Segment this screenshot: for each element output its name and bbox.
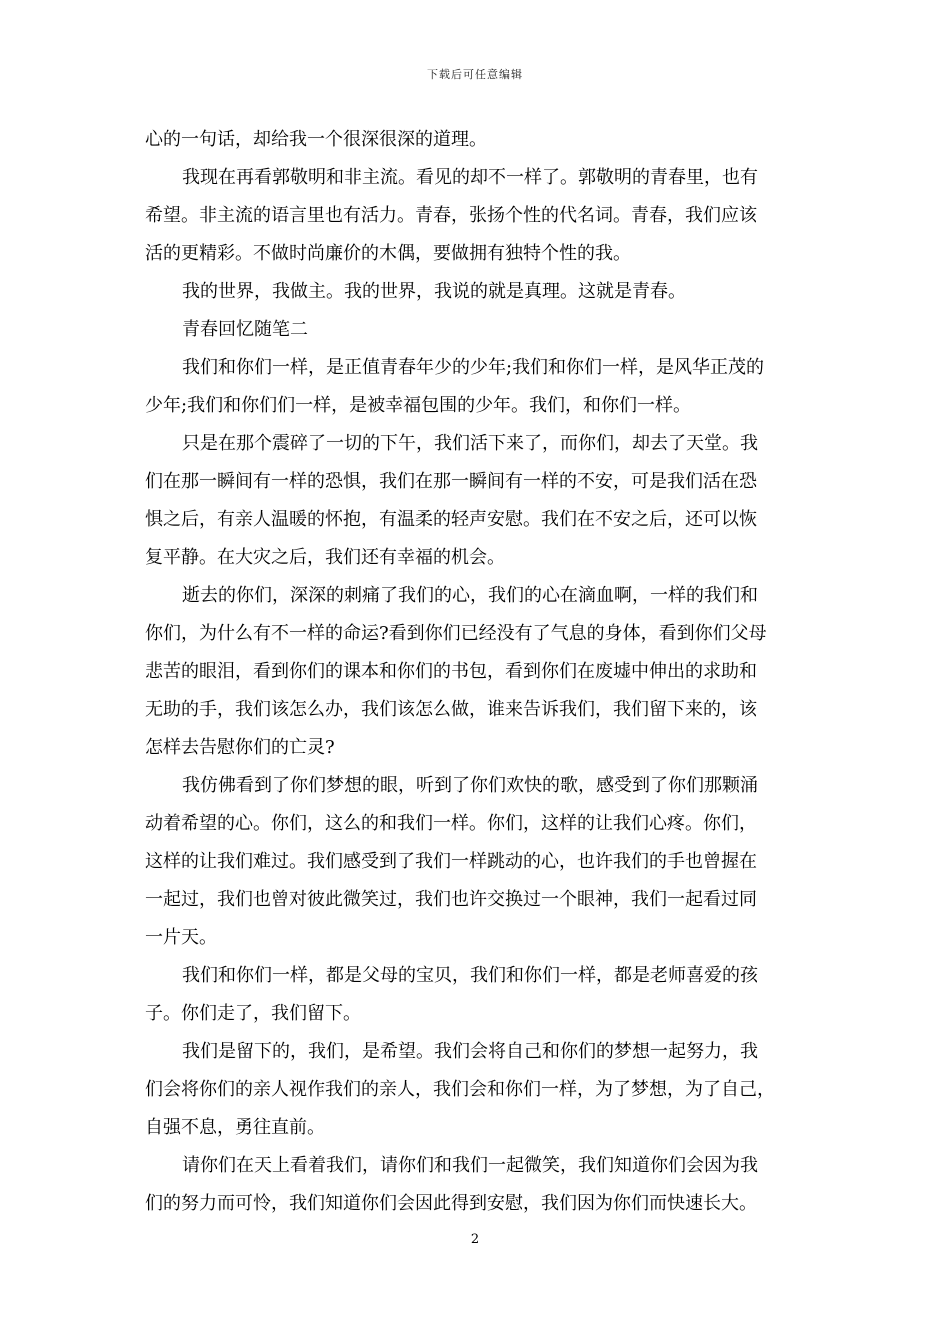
- page-number: 2: [470, 1232, 480, 1247]
- text-line: 惧之后，有亲人温暖的怀抱，有温柔的轻声安慰。我们在不安之后，还可以恢: [145, 509, 757, 530]
- text-line: 我们是留下的，我们，是希望。我们会将自己和你们的梦想一起努力，我: [182, 1041, 758, 1062]
- text-line: 们的努力而可怜，我们知道你们会因此得到安慰，我们因为你们而快速长大。: [145, 1193, 757, 1214]
- text-line: 无助的手，我们该怎么办，我们该怎么做，谁来告诉我们，我们留下来的，该: [145, 699, 757, 720]
- text-line: 动着希望的心。你们，这么的和我们一样。你们，这样的让我们心疼。你们，: [145, 813, 757, 834]
- text-line: 少年;我们和你们们一样，是被幸福包围的少年。我们，和你们一样。: [145, 395, 692, 416]
- document-body: [145, 121, 810, 1223]
- text-line: 我仿佛看到了你们梦想的眼，听到了你们欢快的歌，感受到了你们那颗涌: [182, 775, 758, 796]
- text-line: 希望。非主流的语言里也有活力。青春，张扬个性的代名词。青春，我们应该: [145, 205, 757, 226]
- text-line: 青春回忆随笔二: [182, 319, 308, 340]
- text-line: 逝去的你们，深深的刺痛了我们的心，我们的心在滴血啊，一样的我们和: [182, 585, 758, 606]
- text-line: 一起过，我们也曾对彼此微笑过，我们也许交换过一个眼神，我们一起看过同: [145, 889, 757, 910]
- text-line: 我们和你们一样，都是父母的宝贝，我们和你们一样，都是老师喜爱的孩: [182, 965, 758, 986]
- text-line: 活的更精彩。不做时尚廉价的木偶，要做拥有独特个性的我。: [145, 243, 631, 264]
- text-line: 一片天。: [145, 927, 217, 948]
- text-line: 我的世界，我做主。我的世界，我说的就是真理。这就是青春。: [182, 281, 686, 302]
- text-line: 只是在那个震碎了一切的下午，我们活下来了，而你们，却去了天堂。我: [182, 433, 758, 454]
- text-line: 我现在再看郭敬明和非主流。看见的却不一样了。郭敬明的青春里，也有: [182, 167, 758, 188]
- text-line: 请你们在天上看着我们，请你们和我们一起微笑，我们知道你们会因为我: [182, 1155, 758, 1176]
- text-line: 们会将你们的亲人视作我们的亲人，我们会和你们一样，为了梦想，为了自己，: [145, 1079, 775, 1100]
- page-header: 下载后可任意编辑: [427, 68, 523, 81]
- text-line: 复平静。在大灾之后，我们还有幸福的机会。: [145, 547, 505, 568]
- text-line: 子。你们走了，我们留下。: [145, 1003, 361, 1024]
- text-line: 悲苦的眼泪，看到你们的课本和你们的书包，看到你们在废墟中伸出的求助和: [145, 661, 757, 682]
- text-line: 我们和你们一样，是正值青春年少的少年;我们和你们一样，是风华正茂的: [182, 357, 765, 378]
- text-line: 自强不息，勇往直前。: [145, 1117, 325, 1138]
- text-line: 这样的让我们难过。我们感受到了我们一样跳动的心，也许我们的手也曾握在: [145, 851, 757, 872]
- text-line: 怎样去告慰你们的亡灵?: [145, 737, 335, 758]
- text-line: 心的一句话，却给我一个很深很深的道理。: [145, 129, 487, 150]
- text-line: 们在那一瞬间有一样的恐惧，我们在那一瞬间有一样的不安，可是我们活在恐: [145, 471, 757, 492]
- text-line: 你们，为什么有不一样的命运?看到你们已经没有了气息的身体，看到你们父母: [145, 623, 767, 644]
